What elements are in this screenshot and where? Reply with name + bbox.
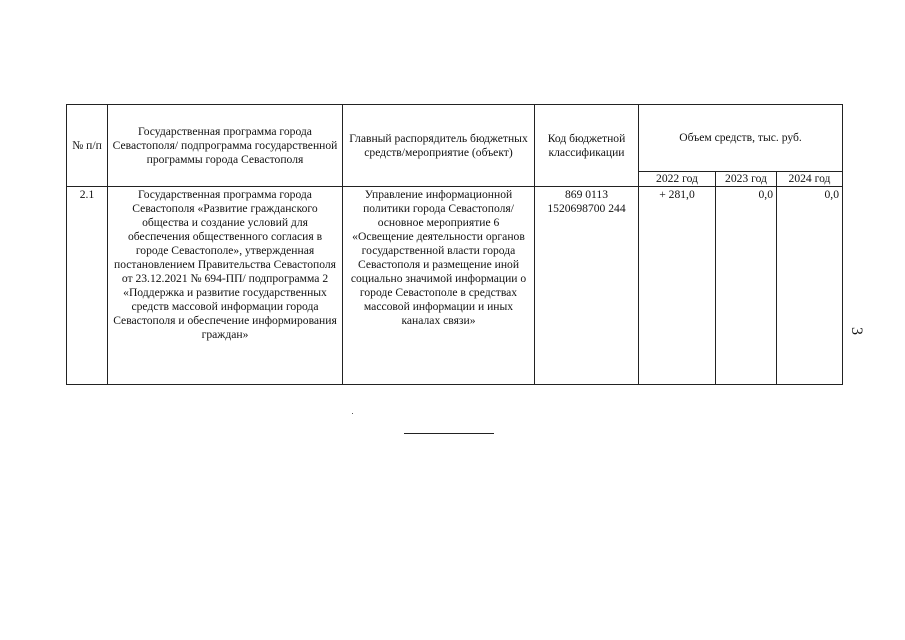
cell-manager: Управление информационной политики города Севастополя/ основное мероприятие 6 «Освещение деятельности органов государственной власти города Севастополя и размещение иной социально значимой информации о городе Севастополе в средствах массовой информации и иных каналах связи»	[343, 187, 535, 385]
cell-2024: 0,0	[777, 187, 843, 385]
header-volume: Объем средств, тыс. руб.	[639, 105, 843, 172]
table-row	[67, 187, 843, 385]
header-year-2022: 2022 год	[639, 172, 716, 187]
page-number: 3	[848, 327, 865, 335]
end-rule-divider	[404, 433, 494, 434]
scan-speck	[352, 413, 353, 414]
header-program: Государственная программа города Севастополя/ подпрограмма государственной программы города Севастополя	[108, 105, 343, 187]
header-num: № п/п	[67, 105, 108, 187]
header-year-2024: 2024 год	[777, 172, 843, 187]
cell-2023: 0,0	[716, 187, 777, 385]
budget-table	[66, 104, 843, 385]
cell-code-line1: 869 0113	[564, 188, 609, 201]
cell-program: Государственная программа города Севастополя «Развитие гражданского общества и создание условий для обеспечения общественного согласия в городе Севастополе», утвержденная постановлением Правительства Севастополя от 23.12.2021 № 694-ПП/ подпрограмма 2 «Поддержка и развитие государственных средств массовой информации города Севастополя и обеспечение информирования граждан»	[108, 187, 343, 385]
header-manager: Главный распорядитель бюджетных средств/мероприятие (объект)	[343, 105, 535, 187]
cell-code-line2: 1520698700 244	[547, 202, 626, 215]
cell-num: 2.1	[67, 187, 108, 385]
cell-2022: + 281,0	[639, 187, 716, 385]
header-year-2023: 2023 год	[716, 172, 777, 187]
table-header-row	[67, 105, 843, 172]
cell-code	[535, 187, 639, 385]
header-code: Код бюджетной классификации	[535, 105, 639, 187]
